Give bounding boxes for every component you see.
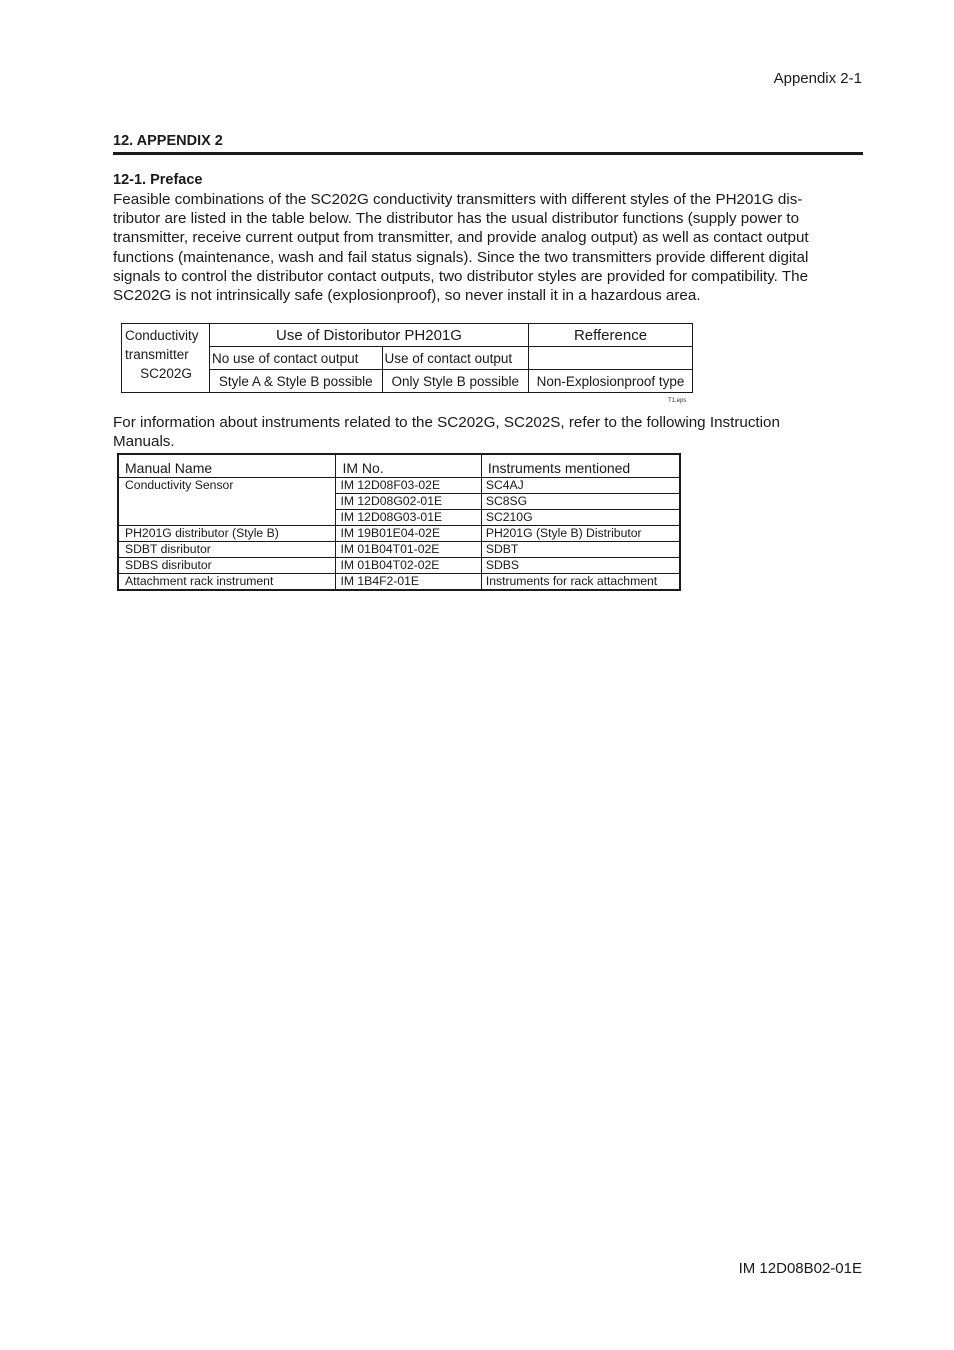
combination-table [121, 323, 693, 393]
section-title: 12. APPENDIX 2 [113, 133, 223, 149]
im-number-cell: IM 01B04T02-02E [336, 558, 481, 574]
table-row [118, 558, 680, 574]
im-number-cell: IM 01B04T01-02E [336, 542, 481, 558]
preface-line: signals to control the distributor contact outputs, two distributor styles are provided for compatibility. The [113, 267, 809, 285]
im-number-cell: IM 12D08G02-01E [336, 494, 481, 510]
instrument-cell: SDBS [481, 558, 680, 574]
document-number: IM 12D08B02-01E [738, 1260, 862, 1277]
preface-line: functions (maintenance, wash and fail status signals). Since the two transmitters provide different digital [113, 248, 809, 266]
manuals-table [117, 453, 681, 591]
page-label: Appendix 2-1 [773, 70, 862, 87]
sub-header-reference [529, 347, 693, 370]
instrument-cell: SDBT [481, 542, 680, 558]
im-number-cell: IM 19B01E04-02E [336, 526, 481, 542]
manual-name-cell [118, 510, 336, 526]
instrument-cell: SC8SG [481, 494, 680, 510]
preface-line: transmitter, receive current output from transmitter, and provide analog output) as well as contact output [113, 229, 809, 247]
table-row [118, 478, 680, 494]
preface-line: Feasible combinations of the SC202G conductivity transmitters with different styles of the PH201G dis- [113, 191, 803, 208]
table-row [118, 494, 680, 510]
info-line: For information about instruments related to the SC202G, SC202S, refer to the following Instruction [113, 414, 780, 431]
table-row [118, 542, 680, 558]
distributor-group-header: Use of Distoributor PH201G [210, 324, 529, 347]
section-divider [113, 152, 863, 155]
value-reference: Non-Explosionproof type [529, 370, 693, 393]
table-row [118, 574, 680, 591]
preface-paragraph [113, 190, 863, 305]
reference-header: Refference [529, 324, 693, 347]
header-im-no: IM No. [336, 454, 481, 478]
header-manual-name: Manual Name [125, 460, 213, 476]
manual-name-cell: SDBS disributor [118, 558, 336, 574]
preface-line: tributor are listed in the table below. The distributor has the usual distributor functions (supply power to [113, 210, 800, 228]
instrument-cell: SC4AJ [481, 478, 680, 494]
instrument-cell: PH201G (Style B) Distributor [481, 526, 680, 542]
table-row [118, 510, 680, 526]
manual-name-cell: Conductivity Sensor [118, 478, 336, 494]
sub-header-contact: Use of contact output [382, 347, 528, 370]
preface-line: SC202G is not intrinsically safe (explosionproof), so never install it in a hazardous area. [113, 287, 701, 305]
im-number-cell: IM 12D08F03-02E [336, 478, 481, 494]
info-line: Manuals. [113, 433, 175, 451]
table-row [118, 526, 680, 542]
sub-header-no-contact: No use of contact output [210, 347, 383, 370]
value-contact: Only Style B possible [382, 370, 528, 393]
instrument-cell: SC210G [481, 510, 680, 526]
manual-name-cell: Attachment rack instrument [118, 574, 336, 591]
instrument-cell: Instruments for rack attachment [481, 574, 680, 591]
transmitter-header-line: Conductivity [125, 328, 199, 343]
im-number-cell: IM 1B4F2-01E [336, 574, 481, 591]
transmitter-header-line: SC202G [140, 366, 192, 381]
figure-note: T1.eps [668, 398, 687, 404]
im-number-cell: IM 12D08G03-01E [336, 510, 481, 526]
transmitter-header-cell [122, 324, 210, 393]
manual-name-cell: SDBT disributor [118, 542, 336, 558]
transmitter-header-line: transmitter [125, 347, 189, 362]
manual-name-cell: PH201G distributor (Style B) [118, 526, 336, 542]
header-instruments: Instruments mentioned [481, 454, 680, 478]
manual-name-cell [118, 494, 336, 510]
subsection-title: 12-1. Preface [113, 172, 203, 188]
info-paragraph [113, 413, 863, 451]
value-no-contact: Style A & Style B possible [210, 370, 383, 393]
